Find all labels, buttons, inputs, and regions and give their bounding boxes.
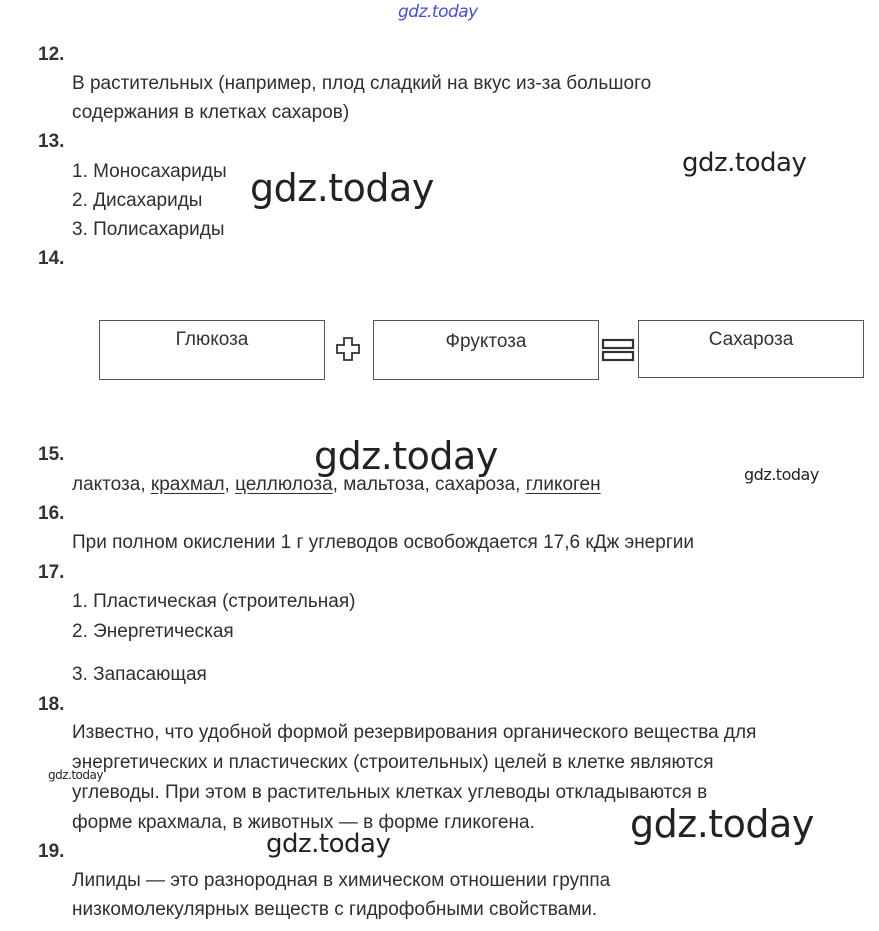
question-number: 15.	[38, 444, 65, 465]
answer-line: В растительных (например, плод сладкий на вкус из-за большого	[72, 73, 652, 94]
glucose-label: Глюкоза	[175, 329, 249, 350]
word: сахароза	[435, 474, 516, 495]
fructose-box	[373, 320, 599, 380]
question-number: 16.	[38, 503, 65, 524]
answer-line: Липиды — это разнородная в химическом отношении группа	[72, 870, 611, 891]
watermark-top: gdz.today	[398, 2, 478, 22]
glucose-box	[99, 320, 325, 380]
list-item: 1. Пластическая (строительная)	[72, 591, 356, 612]
answer-line: низкомолекулярных веществ с гидрофобными свойствами.	[72, 899, 598, 920]
list-item: 3. Полисахариды	[72, 219, 225, 240]
fructose-label: Фруктоза	[445, 331, 527, 352]
list-item: 1. Моносахариды	[72, 161, 227, 182]
question-number: 19.	[38, 841, 65, 862]
answer-line: При полном окислении 1 г углеводов освобождается 17,6 кДж энергии	[72, 532, 694, 553]
list-item: 2. Энергетическая	[72, 621, 234, 642]
watermark: gdz.today	[630, 802, 814, 846]
answer-line: углеводы. При этом в растительных клетках углеводы откладываются в	[72, 782, 708, 803]
carbohydrate-list: лактоза, крахмал, целлюлоза, мальтоза, сахароза, гликоген	[72, 474, 601, 495]
word: лактоза	[72, 474, 141, 495]
watermark: gdz.today	[48, 768, 103, 782]
answer-line: форме крахмала, в животных — в форме гликогена.	[72, 812, 535, 833]
list-item: 3. Запасающая	[72, 664, 207, 685]
question-number: 13.	[38, 131, 65, 152]
word-underlined: гликоген	[525, 474, 601, 495]
word-underlined: крахмал	[150, 474, 225, 495]
watermark: gdz.today	[250, 166, 434, 210]
plus-icon	[335, 336, 361, 362]
watermark: gdz.today	[682, 148, 807, 178]
list-item: 2. Дисахариды	[72, 190, 203, 211]
answer-line: Известно, что удобной формой резервирования органического вещества для	[72, 722, 757, 743]
word: мальтоза	[343, 474, 425, 495]
watermark: gdz.today	[314, 434, 498, 478]
answer-line: содержания в клетках сахаров)	[72, 102, 350, 123]
watermark: gdz.today	[266, 829, 391, 859]
answer-line: энергетических и пластических (строительных) целей в клетке являются	[72, 752, 714, 773]
equals-icon	[601, 338, 635, 362]
watermark: gdz.today	[744, 465, 819, 484]
question-number: 12.	[38, 44, 65, 65]
sucrose-box	[638, 320, 864, 378]
question-number: 14.	[38, 248, 65, 269]
word-underlined: целлюлоза	[235, 474, 333, 495]
question-number: 17.	[38, 562, 65, 583]
question-number: 18.	[38, 694, 65, 715]
sucrose-label: Сахароза	[708, 329, 794, 350]
